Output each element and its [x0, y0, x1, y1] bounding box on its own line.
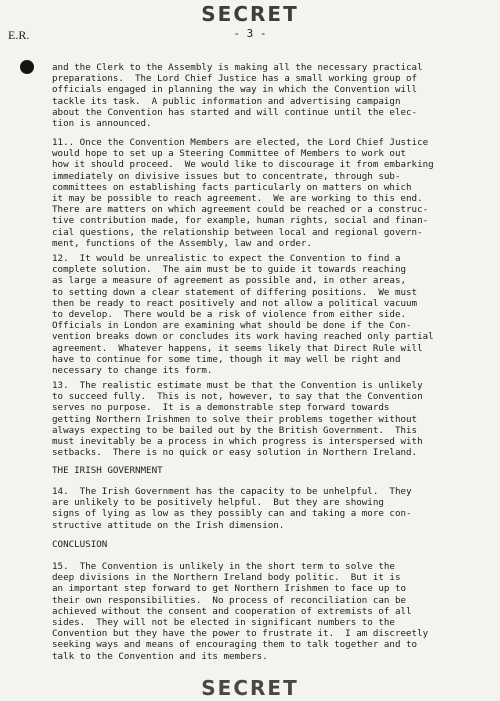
- paragraph-12: 12. It would be unrealistic to expect the Convention to find a complete solution. The aim must be to guide it towards reaching as large a measure of agreement as possible and, in other areas, to setting down a clear statement of differing positions. We must then be ready to react positively and not allow a political vacuum to develop. There would be a risk of violence from either side. Officials in London are examining what should be done if the Con- vention breaks down or concludes its work having reached only partial agreement. Whatever happens, it seems likely that Direct Rule will have to continue for some time, though it may well be right and necessary to change its form.: [52, 253, 434, 377]
- secret-stamp-top: SECRET: [201, 2, 299, 26]
- paragraph-15: 15. The Convention is unlikely in the short term to solve the deep divisions in the Northern Ireland body politic. But it is an important step forward to get Northern Irishmen to face up to their own responsibilities. No process of reconciliation can be achieved without the consent and cooperation of extremists of all sides. They will not be elected in significant numbers to the Convention but they have the power to frustrate it. I am discreetly seeking ways and means of encouraging them to talk together and to talk to the Convention and its members.: [52, 561, 429, 662]
- heading-irish-government: THE IRISH GOVERNMENT: [52, 465, 163, 476]
- page-number: - 3 -: [233, 27, 267, 40]
- heading-conclusion: CONCLUSION: [52, 539, 108, 550]
- initials-label: E.R.: [8, 28, 30, 42]
- punch-hole-icon: [20, 60, 34, 74]
- secret-stamp-bottom: SECRET: [201, 676, 299, 700]
- paragraph-13: 13. The realistic estimate must be that the Convention is unlikely to succeed fully. This is not, however, to say that the Convention serves no purpose. It is a demonstrable step forward towards getting Northern Irishmen to solve their problems together without always expecting to be bailed out by the British Government. This must inevitably be a process in which progress is interspersed with setbacks. There is no quick or easy solution in Northern Ireland.: [52, 380, 423, 459]
- paragraph-10-continued: and the Clerk to the Assembly is making all the necessary practical preparations. The Lord Chief Justice has a small working group of officials engaged in planning the way in which the Convention will tackle its task. A public information and advertising campaign about the Convention has started and will continue until the elec- tion is announced.: [52, 62, 423, 130]
- paragraph-14: 14. The Irish Government has the capacity to be unhelpful. They are unlikely to be positively helpful. But they are showing signs of lying as low as they possibly can and taking a more con- structive attitude on the Irish dimension.: [52, 486, 412, 531]
- paragraph-11: 11.. Once the Convention Members are elected, the Lord Chief Justice would hope to set up a Steering Committee of Members to work out how it should proceed. We would like to discourage it from embarking immediately on divisive issues but to concentrate, through sub- committees on establishing facts particularly on matters on which it may be possible to reach agreement. We are working to this end. There are matters on which agreement could be reached or a construc- tive contribution made, for example, human rights, social and finan- cial questions, the relationship between local and regional govern- ment, functions of the Assembly, law and order.: [52, 137, 434, 249]
